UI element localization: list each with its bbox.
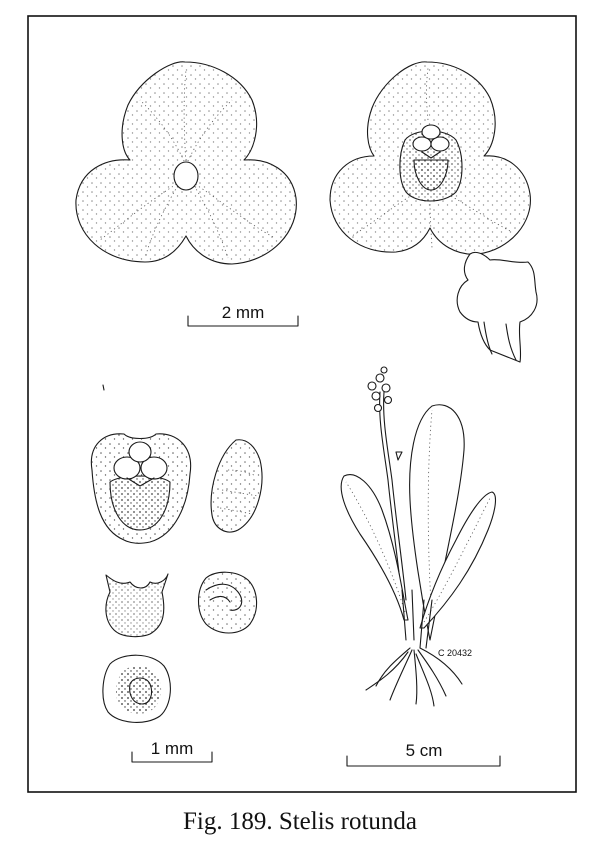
scale-label-5cm: 5 cm xyxy=(405,741,443,760)
scale-label-1mm: 1 mm xyxy=(150,739,194,758)
scale-label-2mm: 2 mm xyxy=(221,303,265,322)
collector-note: C 20432 xyxy=(438,648,473,658)
petal-side-view xyxy=(211,440,262,532)
lip-front-view xyxy=(106,574,168,637)
scale-bar-1mm xyxy=(132,739,212,762)
lip-side-view xyxy=(199,572,257,633)
plant-habit xyxy=(341,367,495,706)
figure-caption: Fig. 189. Stelis rotunda xyxy=(182,808,418,835)
stray-mark xyxy=(103,385,104,390)
scale-bar-2mm xyxy=(188,303,298,326)
column-with-petals xyxy=(91,434,190,544)
flower-oblique-view xyxy=(330,62,537,362)
column-end-view xyxy=(103,655,170,722)
flower-front-view xyxy=(76,62,296,264)
scale-bar-5cm xyxy=(347,741,500,766)
